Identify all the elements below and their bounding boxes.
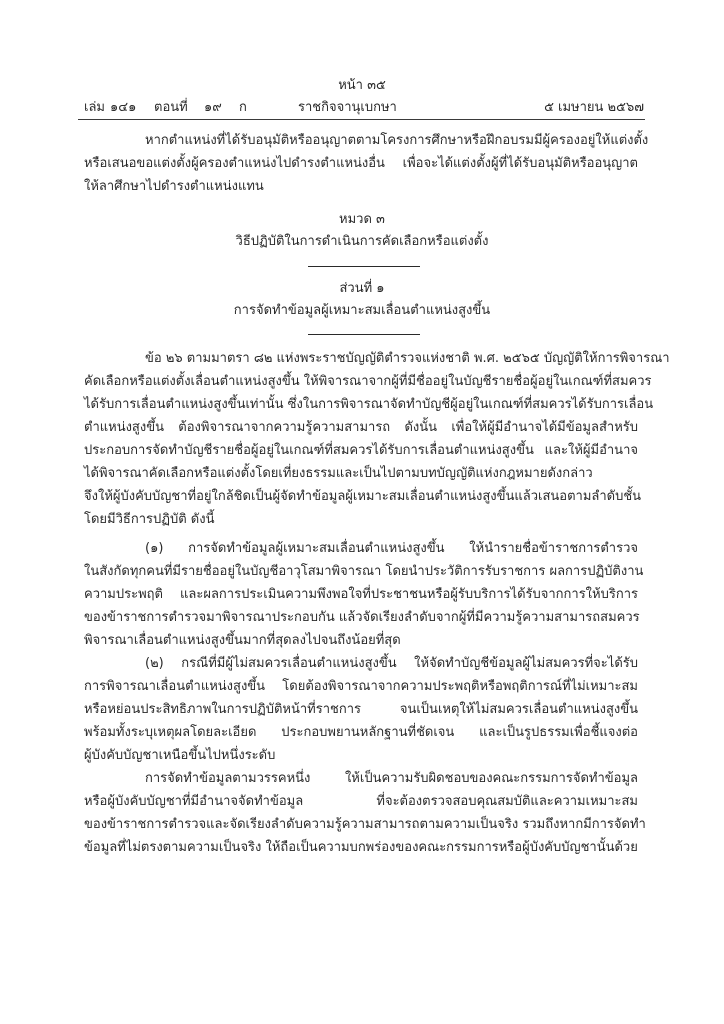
part-divider <box>308 334 420 335</box>
item-1 <box>84 537 644 652</box>
paragraph-line: ในสังกัดทุกคนที่มีรายชื่ออยู่ในบัญชีอาวุโสมาพิจารณา โดยนำประวัติการรับราชการ ผลการปฏิบัติงาน <box>84 564 644 579</box>
chapter-title: วิธีปฏิบัติในการดำเนินการคัดเลือกหรือแต่งตั้ง <box>235 234 489 249</box>
paragraph-line: จึงให้ผู้บังคับบัญชาที่อยู่ใกล้ชิดเป็นผู้จัดทำข้อมูลผู้เหมาะสมเลื่อนตำแหน่งสูงขึ้นแล้วเสนอตามลำดับชั้น <box>84 489 642 504</box>
paragraph-line: ข้อมูลที่ไม่ตรงตามความเป็นจริง ให้ถือเป็นความบกพร่องของคณะกรรมการหรือผู้บังคับบัญชานั้นด้วย <box>84 840 638 855</box>
paragraph-line: ของข้าราชการตำรวจและจัดเรียงลำดับความรู้ความสามารถตามความเป็นจริง รวมถึงหากมีการจัดทำ <box>84 817 646 832</box>
chapter-divider <box>308 266 420 267</box>
paragraph-line: ให้ลาศึกษาไปดำรงตำแหน่งแทน <box>84 179 264 194</box>
paragraph-line: การพิจารณาเลื่อนตำแหน่งสูงขึ้น โดยต้องพิจารณาจากความประพฤติหรือพฤติการณ์ที่ไม่เหมาะสม <box>84 679 638 694</box>
running-header <box>84 99 644 117</box>
part-heading <box>0 278 724 322</box>
paragraph-line: พิจารณาเลื่อนตำแหน่งสูงขึ้นมากที่สุดลงไปจนถึงน้อยที่สุด <box>84 633 401 648</box>
paragraph-line: ข้อ ๒๖ ตามมาตรา ๘๒ แห่งพระราชบัญญัติตำรวจแห่งชาติ พ.ศ. ๒๕๖๕ บัญญัติให้การพิจารณา <box>145 351 670 366</box>
header-divider <box>78 119 645 120</box>
part-title: การจัดทำข้อมูลผู้เหมาะสมเลื่อนตำแหน่งสูงขึ้น <box>233 303 491 318</box>
gazette-name: ราชกิจจานุเบกษา <box>298 100 397 115</box>
paragraph-line: ความประพฤติ และผลการประเมินความพึงพอใจที่ประชาชนหรือผู้รับบริการได้รับจากการให้บริการ <box>84 587 638 602</box>
paragraph-line: ประกอบการจัดทำบัญชีรายชื่อผู้อยู่ในเกณฑ์ที่สมควรได้รับการเลื่อนตำแหน่งสูงขึ้น และให้ผู้มีอำนาจ <box>84 443 638 458</box>
article-26 <box>84 347 670 531</box>
paragraph-line: หรือผู้บังคับบัญชาที่มีอำนาจจัดทำข้อมูล ที่จะต้องตรวจสอบคุณสมบัติและความเหมาะสม <box>84 794 638 809</box>
chapter-heading <box>0 209 724 253</box>
chapter-label: หมวด ๓ <box>339 212 385 227</box>
paragraph-line: ผู้บังคับบัญชาเหนือขึ้นไปหนึ่งระดับ <box>84 748 276 763</box>
paragraph-line: คัดเลือกหรือแต่งตั้งเลื่อนตำแหน่งสูงขึ้น ให้พิจารณาจากผู้ที่มีชื่ออยู่ในบัญชีรายชื่อผู้อยู่ในเกณฑ์ที่สมควร <box>84 374 652 389</box>
part-label: ส่วนที่ ๑ <box>339 281 385 296</box>
paragraph-line: ตำแหน่งสูงขึ้น ต้องพิจารณาจากความรู้ความสามารถ ดังนั้น เพื่อให้ผู้มีอำนาจได้มีข้อมูลสำหรับ <box>84 420 638 435</box>
paragraph-line: หรือเสนอขอแต่งตั้งผู้ครองตำแหน่งไปดำรงตำแหน่งอื่น เพื่อจะได้แต่งตั้งผู้ที่ได้รับอนุมัติหรืออนุญาต <box>84 156 638 171</box>
paragraph-line: ได้พิจารณาคัดเลือกหรือแต่งตั้งโดยเที่ยงธรรมและเป็นไปตามบทบัญญัติแห่งกฎหมายดังกล่าว <box>84 466 593 481</box>
issue-number: ๑๙ <box>204 100 222 115</box>
page-number: หน้า ๓๕ <box>338 78 386 93</box>
section-letter: ก <box>239 100 247 115</box>
volume-number: ๑๔๑ <box>110 100 137 115</box>
issue-label: ตอนที่ <box>154 100 188 115</box>
paragraph-line: พร้อมทั้งระบุเหตุผลโดยละเอียด ประกอบพยานหลักฐานที่ชัดเจน และเป็นรูปธรรมเพื่อชี้แจงต่อ <box>84 725 638 740</box>
intro-paragraph <box>84 129 649 198</box>
paragraph-line: การจัดทำข้อมูลตามวรรคหนึ่ง ให้เป็นความรับผิดชอบของคณะกรรมการจัดทำข้อมูล <box>145 771 638 786</box>
volume-label: เล่ม <box>84 100 105 115</box>
paragraph-line: (๒) กรณีที่มีผู้ไม่สมควรเลื่อนตำแหน่งสูงขึ้น ให้จัดทำบัญชีข้อมูลผู้ไม่สมควรที่จะได้รับ <box>145 656 638 671</box>
closing-paragraph <box>84 767 646 859</box>
paragraph-line: ได้รับการเลื่อนตำแหน่งสูงขึ้นเท่านั้น ซึ่งในการพิจารณาจัดทำบัญชีผู้อยู่ในเกณฑ์ที่สมควรได้รับการเลื่อน <box>84 397 654 412</box>
paragraph-line: หากตำแหน่งที่ได้รับอนุมัติหรืออนุญาตตามโครงการศึกษาหรือฝึกอบรมมีผู้ครองอยู่ให้แต่งตั้ง <box>145 133 649 148</box>
item-2 <box>84 652 638 767</box>
paragraph-line: หรือหย่อนประสิทธิภาพในการปฏิบัติหน้าที่ราชการ จนเป็นเหตุให้ไม่สมควรเลื่อนตำแหน่งสูงขึ้น <box>84 702 638 717</box>
paragraph-line: โดยมีวิธีการปฏิบัติ ดังนี้ <box>84 512 215 527</box>
paragraph-line: ของข้าราชการตำรวจมาพิจารณาประกอบกัน แล้วจัดเรียงลำดับจากผู้ที่มีความรู้ความสามารถสมควร <box>84 610 640 625</box>
publication-date: ๕ เมษายน ๒๕๖๗ <box>544 100 644 115</box>
paragraph-line: (๑) การจัดทำข้อมูลผู้เหมาะสมเลื่อนตำแหน่งสูงขึ้น ให้นำรายชื่อข้าราชการตำรวจ <box>145 541 638 556</box>
